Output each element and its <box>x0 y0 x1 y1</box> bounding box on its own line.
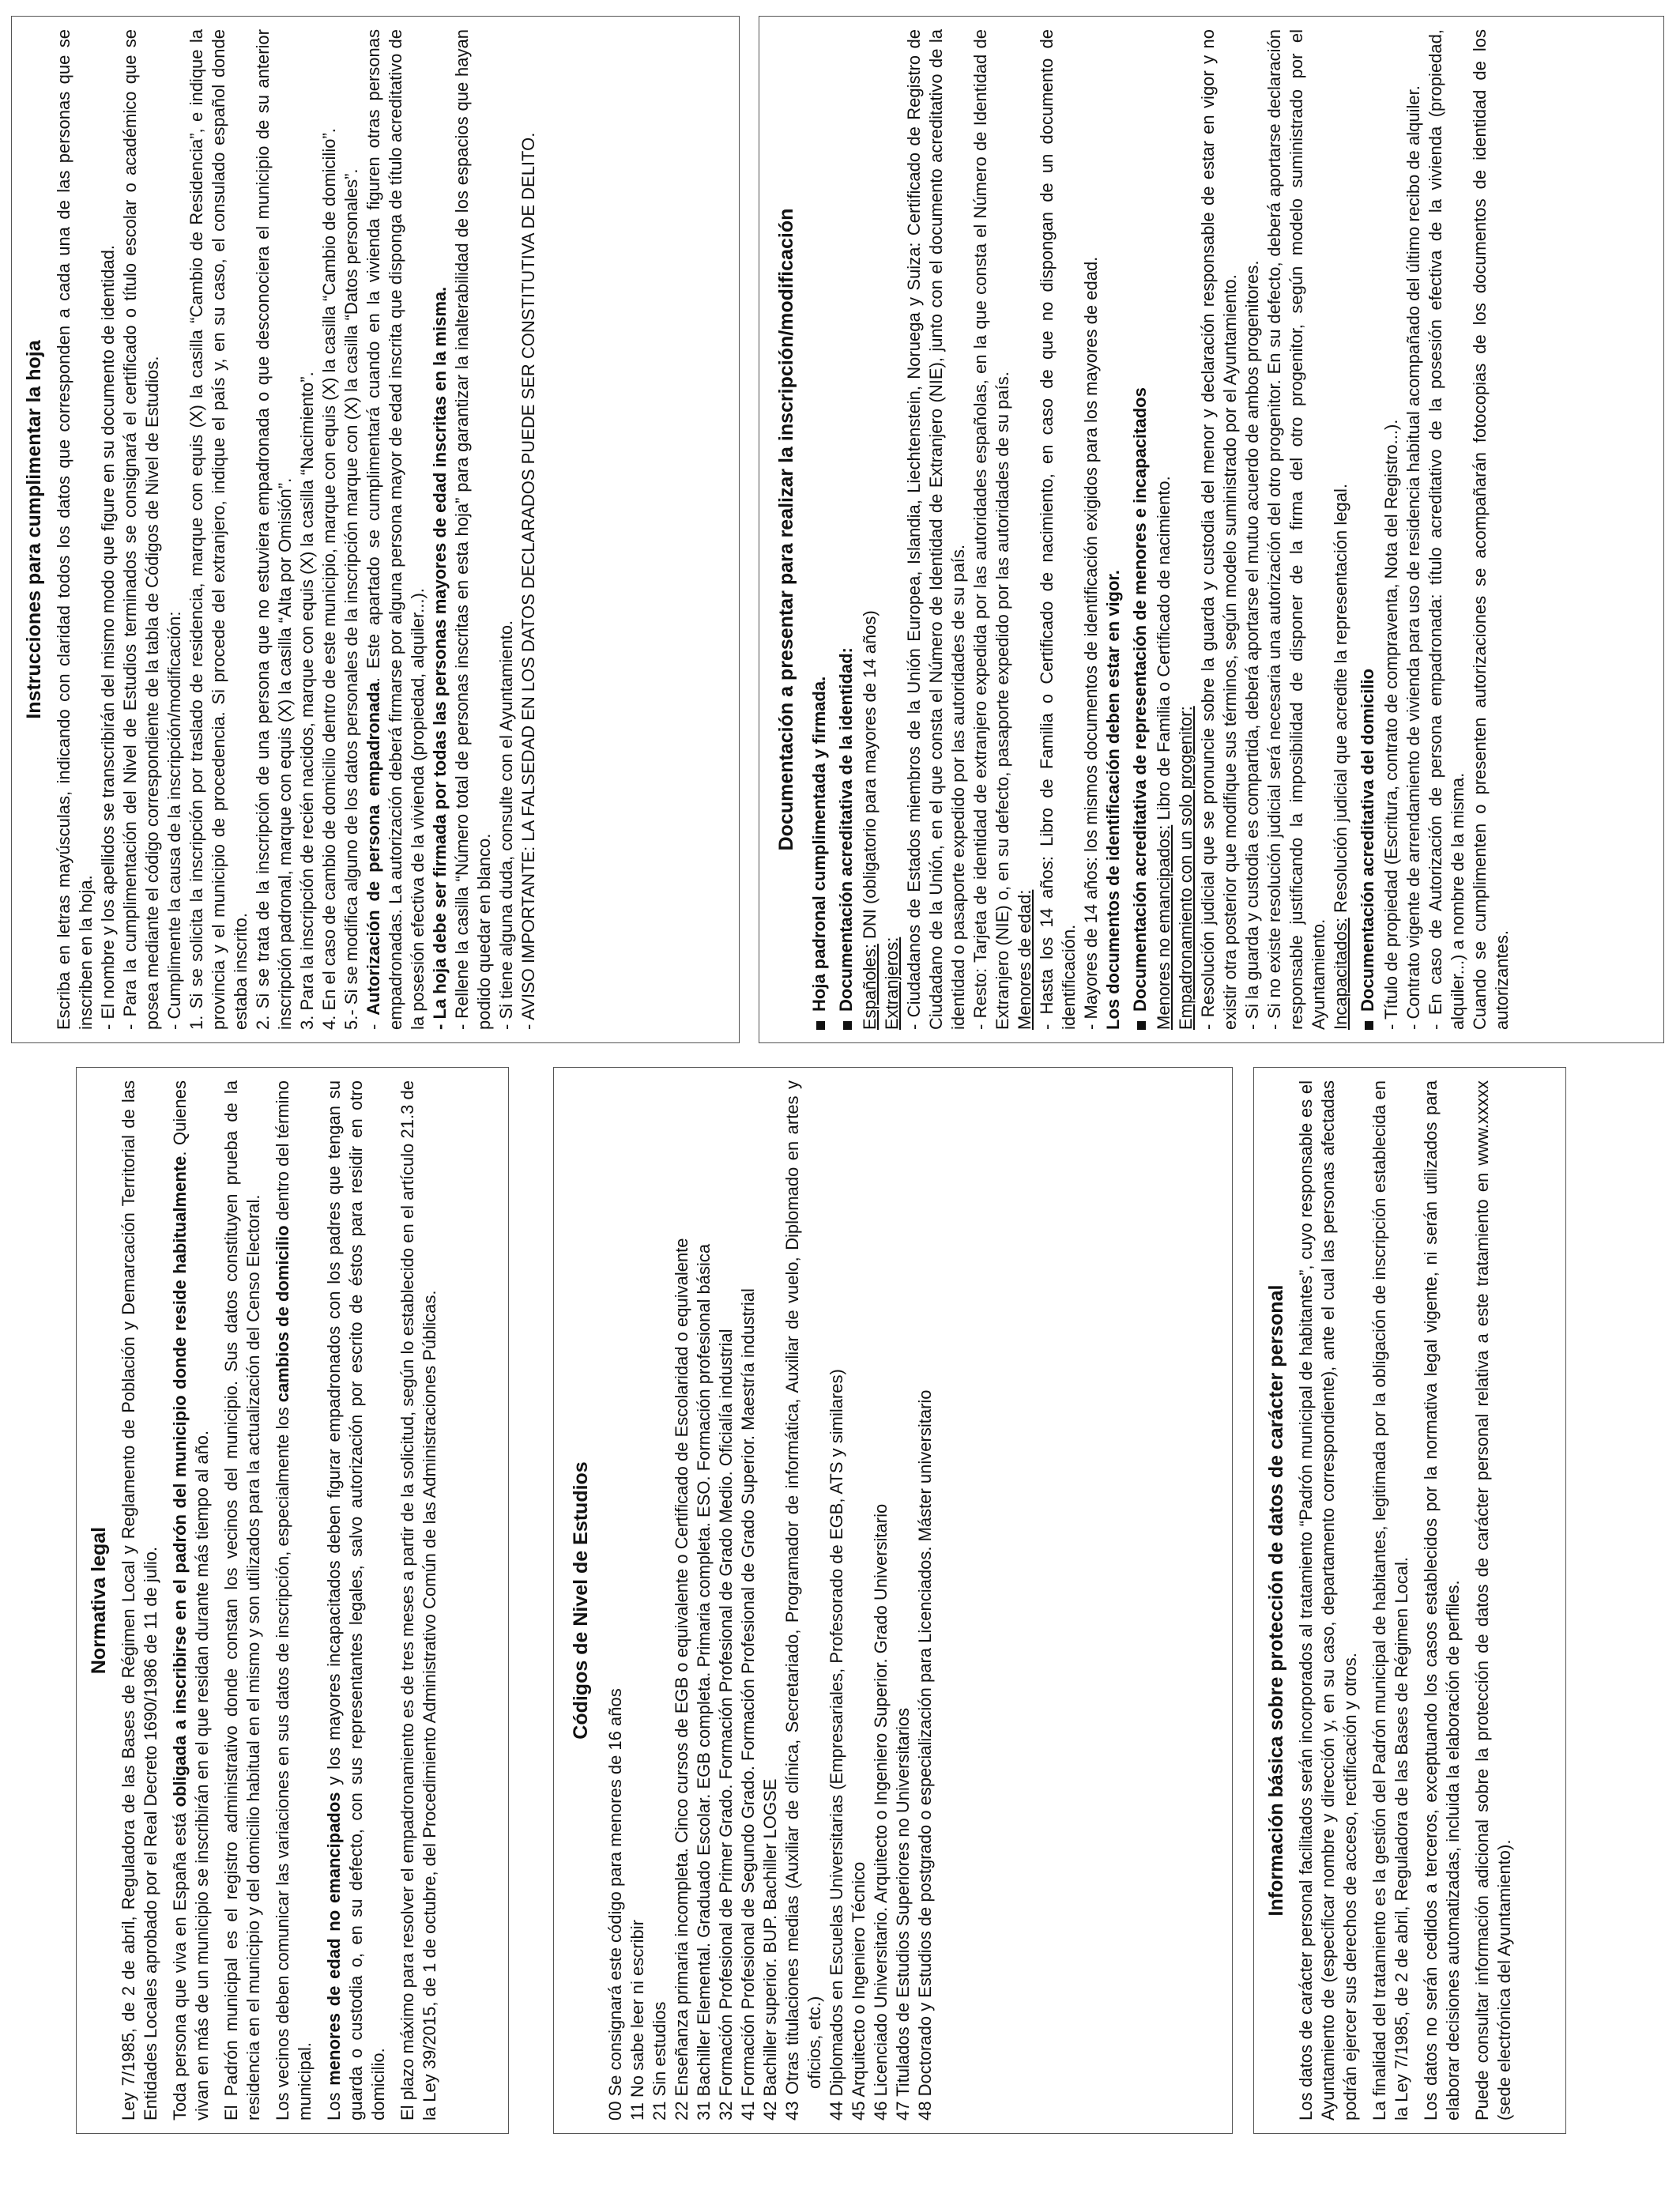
doc-no-emancipados: Menores no emancipados: Libro de Familia o Certificado de nacimiento. <box>1154 476 1173 1030</box>
doc-extranjeros-label: Extranjeros: <box>882 937 902 1030</box>
codigos-list <box>605 1080 936 2120</box>
doc-line: - En caso de Autorización de persona empadronada: título acreditativo de la posesión efectiva de la vivienda (propiedad, alquiler...) a nombre de la misma. <box>1426 29 1467 1030</box>
doc-line: Cuando se cumplimenten o presenten autorizaciones se acompañarán fotocopias de los documentos de identidad de los autorizantes. <box>1470 29 1512 1030</box>
normativa-paragraph-2: Toda persona que viva en España está obligada a inscribirse en el padrón del municipio donde reside habitualmente. Quienes vivan en más de un municipio se inscribirán en el que residan durante más tiempo al año. <box>170 1080 212 2120</box>
instruccion-line: - Si tiene alguna duda, consulte con el Ayuntamiento. <box>496 620 516 1030</box>
doc-bullet-representacion: Documentación acreditativa de representación de menores e incapacitados <box>1129 29 1151 1030</box>
instrucciones-firma: - La hoja debe ser firmada por todas las personas mayores de edad inscritas en la misma. <box>430 286 450 1030</box>
instruccion-line: - Para la cumplimentación del Nivel de Estudios terminados se consignará el certificado o título escolar o académico que se posea mediante el código correspondiente de la tabla de Códigos de Nivel de Estudios. <box>120 29 162 1030</box>
codigo-item: 32 Formación Profesional de Primer Grado. Formación Profesional de Grado Medio. Oficialía industrial <box>716 1329 736 2120</box>
documentacion-title: Documentación a presentar para realizar la inscripción/modificación <box>775 208 797 851</box>
codigo-item: 31 Bachiller Elemental. Graduado Escolar. EGB completa. Primaria completa. ESO. Formación profesional básica <box>694 1243 714 2120</box>
codigos-title: Códigos de Nivel de Estudios <box>570 1461 592 1740</box>
codigo-item: 45 Arquitecto o Ingeniero Técnico <box>849 1861 868 2120</box>
doc-vigor: Los documentos de identificación deben estar en vigor. <box>1103 570 1123 1030</box>
doc-line: - Resolución judicial que se pronuncie sobre la guarda y custodia del menor y declaración responsable de estar en vigor y no existir otra posterior que modifique sus términos, según modelo suministrado por el Ayuntamiento. <box>1198 29 1240 1030</box>
normativa-paragraph-5: Los menores de edad no emancipados y los mayores incapacitados deben figurar empadronados con los padres que tengan su guarda o custodia o, en su defecto, con sus representantes legales, salvo autorización por escrito de éstos para residir en otro domicilio. <box>324 1080 388 2120</box>
codigo-item: 00 Se consignará este código para menores de 16 años <box>605 1688 625 2120</box>
instrucciones-title: Instrucciones para cumplimentar la hoja <box>23 340 45 719</box>
doc-line: - Si la guarda y custodia es compartida, deberá aportarse el mutuo acuerdo de ambos progenitores. <box>1242 260 1262 1030</box>
instruccion-line: 1. Si se solicita la inscripción por traslado de residencia, marque con equis (X) la casilla “Cambio de Residencia”, e indique la provincia y el municipio de procedencia. Si procede del extranjero, indique el país y, en su caso, el consulado español donde estaba inscrito. <box>186 29 250 1030</box>
doc-extranjeros-lines <box>903 29 1014 1030</box>
codigo-item: 11 No sabe leer ni escribir <box>627 1920 647 2120</box>
instruccion-line: 2. Si se trata de la inscripción de una persona que no estuviera empadronada o que desconociera el municipio de su anterior inscripción padronal, marque con equis (X) la casilla “Alta por Omisión”. <box>253 29 295 1030</box>
normativa-title: Normativa legal <box>88 1526 110 1675</box>
instruccion-line: 3. Para la inscripción de recién nacidos, marque con equis (X) la casilla “Nacimiento”. <box>297 371 317 1030</box>
doc-menores-label: Menores de edad: <box>1015 889 1034 1030</box>
instrucciones-autorizacion: - Autorización de persona empadronada. Este apartado se cumplimentará cuando en la vivienda figuren otras personas empadronadas. La autorización deberá firmarse por alguna persona mayor de edad inscrita que disponga de título acreditativo de la posesión efectiva de la vivienda (propiedad, alquiler...). <box>363 29 428 1030</box>
codigo-item: 42 Bachiller superior. BUP. Bachiller LOGSE <box>760 1778 780 2120</box>
instruccion-line: - El nombre y los apellidos se transcribirán del mismo modo que figure en su documento de identidad. <box>98 245 118 1030</box>
doc-line: - Resto: Tarjeta de identidad de extranjero expedida por las autoridades españolas, en la que consta el Número de Identidad de Extranjero (NIE) o, en su defecto, pasaporte expedido por las autoridades de su país. <box>970 29 1012 1030</box>
proteccion-paragraph-3: Los datos no serán cedidos a terceros, exceptuando los casos establecidos por la normativa legal vigente, ni serán utilizados para elaborar decisiones automatizadas, incluida la elaboración de perfiles. <box>1421 1080 1463 2120</box>
doc-bullet-identidad: Documentación acreditativa de la identidad: <box>835 29 857 1030</box>
proteccion-paragraph-1: Los datos de carácter personal facilitados serán incorporados al tratamiento “Padrón municipal de habitantes”, cuyo responsable es el Ayuntamiento de (especificar nombre y dirección y, en su caso, departamento correspondiente), ante el cual las personas afectadas podrán ejercer sus derechos de acceso, rectificación y otros. <box>1296 1080 1360 2120</box>
codigo-item: 44 Diplomados en Escuelas Universitarias (Empresariales, Profesorado de EGB, ATS y similares) <box>827 1369 846 2120</box>
instrucciones-lines-2 <box>451 29 540 1030</box>
instruccion-line: 5.- Si se modifica alguno de los datos personales de la inscripción marque con (X) la casilla “Datos personales”. <box>341 168 361 1030</box>
square-bullet-icon <box>843 1021 852 1030</box>
doc-espanoles: Españoles: DNI (obligatorio para mayores de 14 años) <box>860 610 880 1030</box>
doc-line: - Título de propiedad (Escritura, contrato de compraventa, Nota del Registro...). <box>1381 419 1401 1030</box>
instruccion-line: - Cumplimente la causa de la inscripción/modificación: <box>164 611 184 1030</box>
doc-line: - Ciudadanos de Estados miembros de la Unión Europea, Islandia, Liechtenstein, Noruega y Suiza: Certificado de Registro de Ciudadano de la Unión, en el que consta el Número de Identidad de Extranjero (NIE), junto con el documento acreditativo de la identidad o pasaporte expedido por las autoridades de su país. <box>904 29 968 1030</box>
doc-bullet-hoja: Hoja padronal cumplimentada y firmada. <box>808 29 831 1030</box>
codigo-item: 48 Doctorado y Estudios de postgrado o especialización para Licenciados. Máster universitario <box>915 1389 935 2120</box>
instrucciones-lines <box>53 29 363 1030</box>
proteccion-paragraph-2: La finalidad del tratamiento es la gestión del Padrón municipal de habitantes, legitimada por la obligación de inscripción establecida en la Ley 7/1985, de 2 de abril, Reguladora de las Bases de Régimen Local. <box>1369 1080 1411 2120</box>
doc-line: - Si no existe resolución judicial será necesaria una autorización del otro progenitor. En su defecto, deberá aportarse declaración responsable justificando la imposibilidad de disponer de la firma del otro progenitor, según modelo suministrado por el Ayuntamiento. <box>1264 29 1328 1030</box>
doc-line: - Contrato vigente de arrendamiento de vivienda para uso de residencia habitual acompañado del último recibo de alquiler. <box>1403 85 1423 1030</box>
square-bullet-icon <box>1137 1021 1146 1030</box>
proteccion-datos-box <box>1253 1067 1566 2134</box>
square-bullet-icon <box>816 1021 825 1030</box>
doc-progenitor-lines <box>1197 29 1330 1030</box>
normativa-paragraph-6: El plazo máximo para resolver el empadronamiento es de tres meses a partir de la solicitud, según lo establecido en el artículo 21.3 de la Ley 39/2015, de 1 de octubre, del Procedimiento Administrativo Común de las Administraciones Públicas. <box>397 1080 439 2120</box>
instruccion-line: 4. En el caso de cambio de domicilio dentro de este municipio, marque con equis (X) la casilla “Cambio de domicilio”. <box>319 128 339 1030</box>
instruccion-line: - Rellene la casilla “Número total de personas inscritas en esta hoja” para garantizar la inalterabilidad de los espacios que hayan podido quedar en blanco. <box>452 29 494 1030</box>
normativa-paragraph-1: Ley 7/1985, de 2 de abril, Reguladora de las Bases de Régimen Local y Reglamento de Población y Demarcación Territorial de las Entidades Locales aprobado por el Real Decreto 1690/1986 de 11 de julio. <box>119 1080 160 2120</box>
codigo-item: 46 Licenciado Universitario. Arquitecto o Ingeniero Superior. Grado Universitario <box>871 1503 891 2120</box>
codigo-item: 41 Formación Profesional de Segundo Grado. Formación Profesional de Grado Superior. Maestría industrial <box>738 1288 758 2120</box>
normativa-paragraph-4: Los vecinos deben comunicar las variaciones en sus datos de inscripción, especialmente los cambios de domicilio dentro del término municipal. <box>273 1080 315 2120</box>
codigos-box <box>553 1067 1233 2134</box>
instruccion-line: - AVISO IMPORTANTE: LA FALSEDAD EN LOS DATOS DECLARADOS PUEDE SER CONSTITUTIVA DE DELITO. <box>518 132 538 1030</box>
instrucciones-box <box>11 16 740 1043</box>
normativa-legal-box <box>76 1067 509 2134</box>
square-bullet-icon <box>1365 1021 1373 1030</box>
doc-domicilio-lines <box>1381 29 1513 1030</box>
proteccion-title: Información básica sobre protección de datos de carácter personal <box>1265 1284 1287 1917</box>
doc-menores-lines <box>1036 29 1102 1030</box>
instruccion-line: Escriba en letras mayúsculas, indicando con claridad todos los datos que corresponden a cada una de las personas que se inscriben en la hoja. <box>54 29 96 1030</box>
doc-line: - Hasta los 14 años: Libro de Familia o Certificado de nacimiento, en caso de que no dispongan de un documento de identificación. <box>1037 29 1079 1030</box>
doc-incapacitados: Incapacitados: Resolución judicial que acredite la representación legal. <box>1331 484 1350 1030</box>
normativa-paragraph-3: El Padrón municipal es el registro administrativo donde constan los vecinos del municipio. Sus datos constituyen prueba de la residencia en el municipio y del domicilio habitual en el mismo y son utilizados para la actualización del Censo Electoral. <box>221 1080 263 2120</box>
documentacion-box <box>759 16 1664 1043</box>
proteccion-paragraph-4: Puede consultar información adicional sobre la protección de datos de carácter personal relativa a este tratamiento en www.xxxxx (sede electrónica del Ayuntamiento). <box>1472 1080 1514 2120</box>
codigo-item: 47 Titulados de Estudios Superiores no Universitarios <box>893 1707 913 2120</box>
codigo-item: 21 Sin estudios <box>650 2001 669 2120</box>
codigo-item: 22 Enseñanza primaria incompleta. Cinco cursos de EGB o equivalente o Certificado de Escolaridad o equivalente <box>672 1238 691 2120</box>
doc-progenitor-label: Empadronamiento con un solo progenitor: <box>1176 706 1196 1030</box>
codigo-item: 43 Otras titulaciones medias (Auxiliar de clínica, Secretariado, Programador de informática, Auxiliar de vuelo, Diplomado en artes y oficios, etc.) <box>782 1080 824 2120</box>
doc-line: - Mayores de 14 años: los mismos documentos de identificación exigidos para los mayores de edad. <box>1081 256 1101 1030</box>
doc-bullet-domicilio: Documentación acreditativa del domicilio <box>1357 29 1379 1030</box>
